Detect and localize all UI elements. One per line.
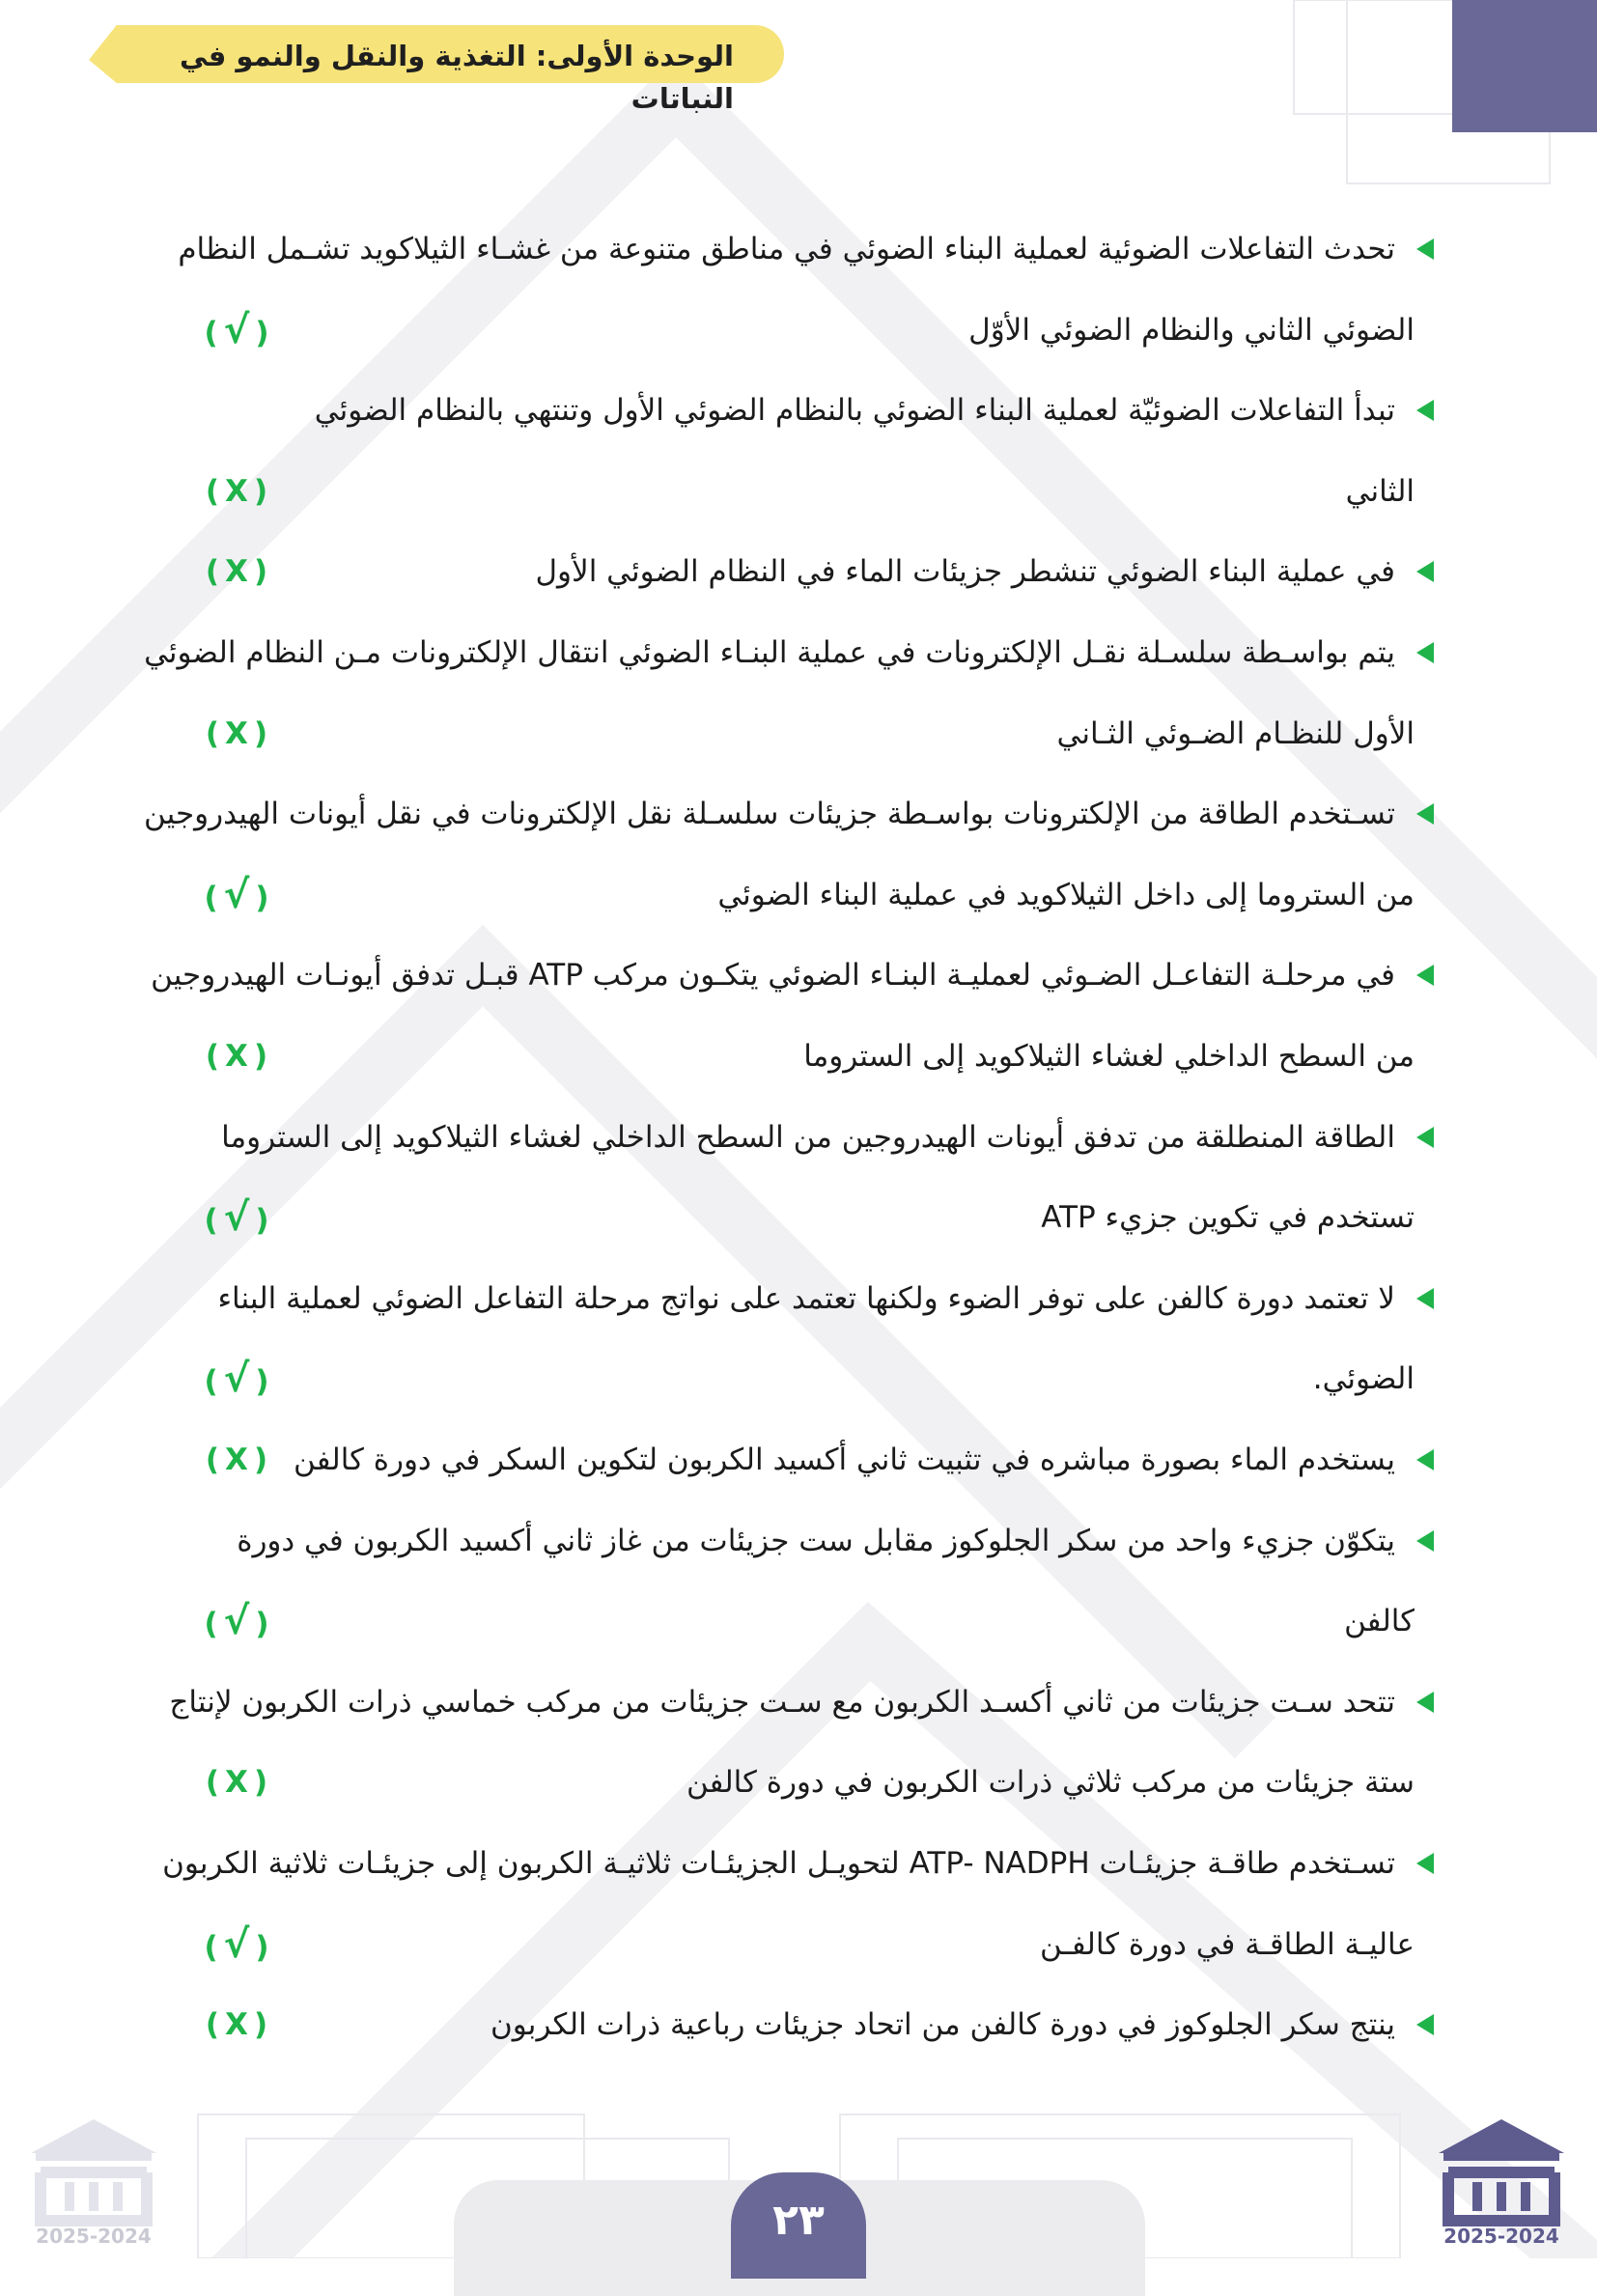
question-text: الطاقة المنطلقة من تدفق أيونات الهيدروجين من السطح الداخلي لغشاء الثيلاكويد إلى الستروما bbox=[221, 1119, 1395, 1155]
bullet-arrow-icon bbox=[1416, 1449, 1434, 1470]
bullet-arrow-icon bbox=[1416, 1853, 1434, 1874]
bullet-arrow-icon bbox=[1416, 1530, 1434, 1552]
question-text-continued: ستة جزيئات من مركب ثلاثي ذرات الكربون في دورة كالفن bbox=[686, 1765, 1415, 1801]
unit-title: الوحدة الأولى: التغذية والنقل والنمو في النباتات bbox=[179, 40, 734, 115]
question-text: تبدأ التفاعلات الضوئيّة لعملية البناء الضوئي بالنظام الضوئي الأول وتنتهي بالنظام الضوئي bbox=[314, 393, 1395, 429]
bullet-arrow-icon bbox=[1416, 1692, 1434, 1713]
question-text: تحدث التفاعلات الضوئية لعملية البناء الضوئي في مناطق متنوعة من غشـاء الثيلاكويد تشـمل النظام bbox=[178, 232, 1395, 266]
answer-false: ( X ) bbox=[205, 1765, 268, 1801]
question-text: يستخدم الماء بصورة مباشره في تثبيت ثاني أكسيد الكربون لتكوين السكر في دورة كالفن bbox=[293, 1442, 1395, 1477]
question-text: ينتج سكر الجلوكوز في دورة كالفن من اتحاد جزيئات رباعية ذرات الكربون bbox=[490, 2007, 1395, 2043]
bullet-arrow-icon bbox=[1416, 400, 1434, 421]
question-text: تتحد سـت جزيئات من ثاني أكسـد الكربون مع سـت جزيئات من مركب خماسي ذرات الكربون لإنتاج bbox=[169, 1684, 1395, 1720]
bullet-arrow-icon bbox=[1416, 965, 1434, 986]
question-text-continued: الأول للنظـام الضـوئي الثـاني bbox=[1056, 715, 1415, 751]
answer-true: ( √ ) bbox=[204, 1599, 269, 1644]
answer-false: ( X ) bbox=[205, 2007, 268, 2043]
answer-true: ( √ ) bbox=[204, 1357, 269, 1402]
page-number: ٢٣ bbox=[731, 2172, 866, 2279]
question-text: في مرحلـة التفاعـل الضـوئي لعمليـة البنـاء الضوئي يتكـون مركب ATP قبـل تدفق أيونـات الهيدروجين bbox=[151, 958, 1395, 994]
bullet-arrow-icon bbox=[1416, 1288, 1434, 1309]
question-text: يتم بواسـطة سلسـلة نقـل الإلكترونات في عملية البنـاء الضوئي انتقال الإلكترونات مـن النظام الضوئي bbox=[144, 635, 1395, 670]
question-text-continued: كالفن bbox=[1344, 1604, 1415, 1639]
bullet-arrow-icon bbox=[1416, 2014, 1434, 2035]
answer-false: ( X ) bbox=[205, 473, 268, 509]
question-text: تسـتخدم طاقـة جزيئـات ATP- NADPH لتحويـل الجزيئـات ثلاثيـة الكربون إلى جزيئـات ثلاثية الكربون bbox=[162, 1846, 1395, 1881]
answer-true: ( √ ) bbox=[204, 1195, 269, 1241]
question-text-continued: من السطح الداخلي لغشاء الثيلاكويد إلى الستروما bbox=[803, 1039, 1415, 1074]
bullet-arrow-icon bbox=[1416, 238, 1434, 260]
bullet-arrow-icon bbox=[1416, 803, 1434, 825]
answer-true: ( √ ) bbox=[204, 872, 269, 917]
question-text-continued: الثاني bbox=[1345, 473, 1415, 509]
question-text-continued: الضوئي الثاني والنظام الضوئي الأوّل bbox=[968, 312, 1415, 348]
logo-year-faded: 2025-2024 bbox=[36, 2225, 152, 2248]
question-text-continued: الضوئي. bbox=[1312, 1361, 1415, 1397]
question-text-continued: عاليـة الطاقـة في دورة كالفـن bbox=[1040, 1926, 1415, 1962]
corner-decoration bbox=[1452, 0, 1597, 132]
answer-true: ( √ ) bbox=[204, 307, 269, 352]
answer-false: ( X ) bbox=[205, 1039, 268, 1074]
logo-year: 2025-2024 bbox=[1443, 2225, 1559, 2248]
question-text: يتكوّن جزيء واحد من سكر الجلوكوز مقابل ست جزيئات من غاز ثاني أكسيد الكربون في دورة bbox=[237, 1523, 1395, 1558]
answer-false: ( X ) bbox=[205, 1442, 268, 1477]
answer-true: ( √ ) bbox=[204, 1921, 269, 1967]
question-text: لا تعتمد دورة كالفن على توفر الضوء ولكنها تعتمد على نواتج مرحلة التفاعل الضوئي لعملية البناء bbox=[217, 1280, 1395, 1316]
answer-false: ( X ) bbox=[205, 554, 268, 590]
question-text: تسـتخدم الطاقة من الإلكترونات بواسـطة جزيئات سلسـلة نقل الإلكترونات في نقل أيونات الهيدروجين bbox=[144, 797, 1395, 832]
question-text: في عملية البناء الضوئي تنشطر جزيئات الماء في النظام الضوئي الأول bbox=[535, 554, 1395, 590]
answer-false: ( X ) bbox=[205, 715, 268, 751]
bullet-arrow-icon bbox=[1416, 561, 1434, 582]
question-text-continued: تستخدم في تكوين جزيء ATP bbox=[1041, 1200, 1415, 1236]
bullet-arrow-icon bbox=[1416, 642, 1434, 663]
question-text-continued: من الستروما إلى داخل الثيلاكويد في عملية البناء الضوئي bbox=[717, 877, 1415, 912]
bullet-arrow-icon bbox=[1416, 1127, 1434, 1148]
